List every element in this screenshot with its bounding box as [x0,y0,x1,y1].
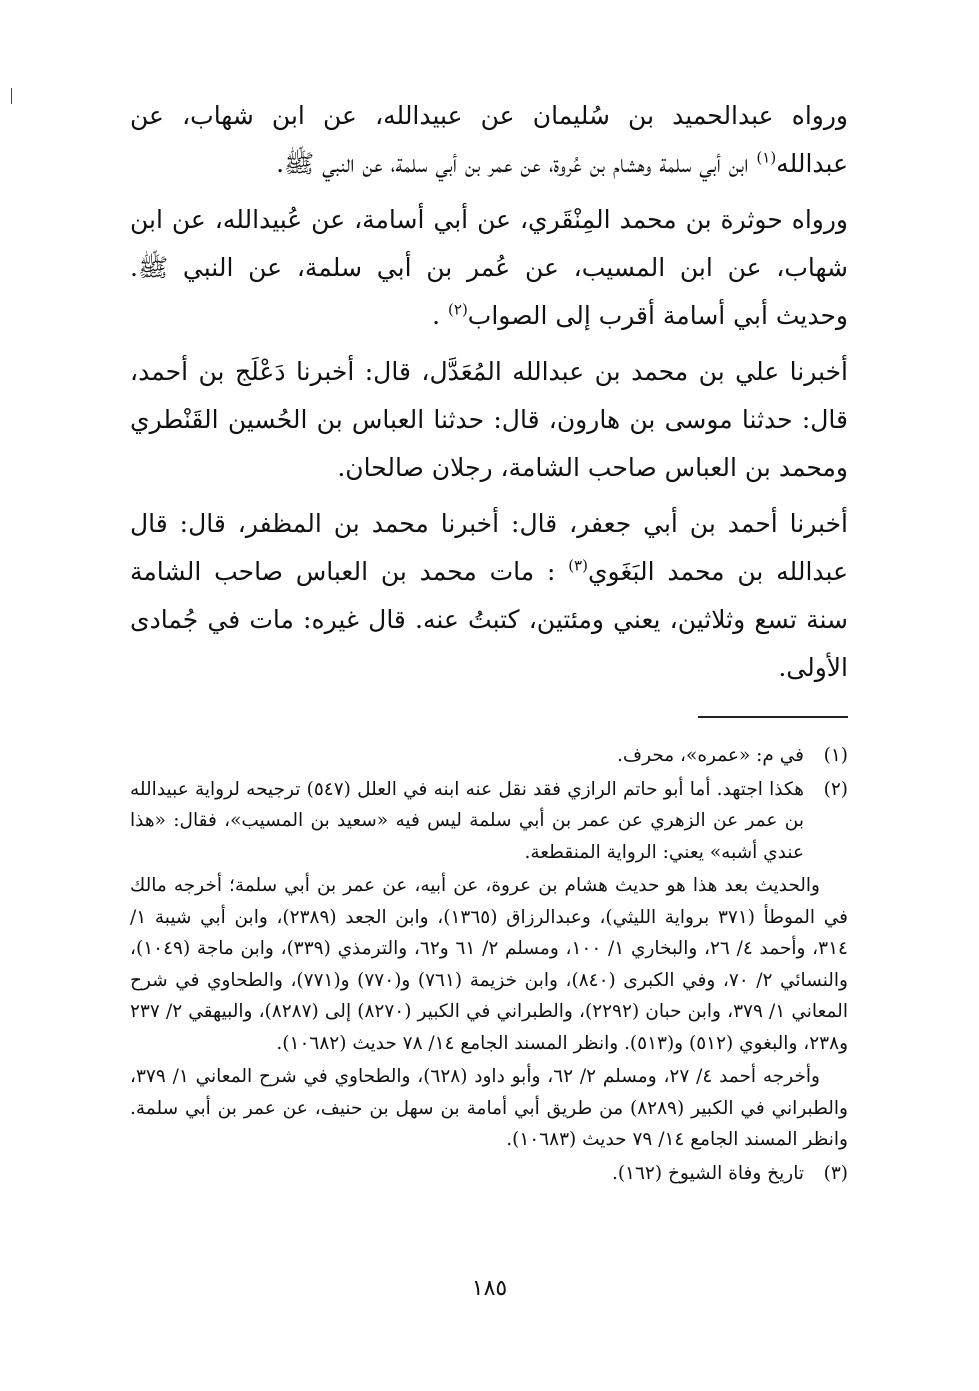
paragraph-2 [130,196,848,340]
paragraph-2-lead: ورواه حوثرة بن محمد المِنْقَري، عن أبي أسامة، عن عُبيدالله، عن ابن شهاب، عن ابن المسيب، عن عُمر بن أبي سلمة، عن النبي ﷺ. وحديث أبي أسامة أقرب إلى الصواب [130,205,848,330]
footnote-ref-2[interactable]: (٢) [448,300,468,319]
paragraph-1-lead: ورواه عبدالحميد بن سُليمان عن عبيدالله، عن ابن شهاب، عن عبدالله [130,101,848,178]
footnote-separator [698,716,848,718]
paragraph-4 [130,500,848,692]
main-text [130,92,848,692]
footnote-2-continuation-2: وأخرجه أحمد ٤/ ٢٧، ومسلم ٢/ ٦٢، وأبو داود (٦٢٨)، والطحاوي في شرح المعاني ١/ ٣٧٩، والطبراني في الكبير (٨٢٨٩) من طريق أبي أمامة بن سهل بن حنيف، عن عمر بن أبي سلمة. وانظر المسند الجامع ١٤/ ٧٩ حديث (١٠٦٨٣). [130,1066,848,1150]
footnote-2-number: (٢) [823,778,848,800]
footnote-ref-3[interactable]: (٣) [568,556,588,575]
footnote-2-text: هكذا اجتهد. أما أبو حاتم الرازي فقد نقل عنه ابنه في العلل (٥٤٧) ترجيحه لرواية عبيدالله بن عمر عن الزهري عن عمر بن أبي سلمة ليس فيه «سعيد بن المسيب»، فقال: «هذا عندي أشبه» يعني: الرواية المنقطعة. [130,778,804,863]
page-content [130,92,848,1191]
footnote-3 [130,1158,848,1190]
paragraph-4-lead: أخبرنا أحمد بن أبي جعفر، قال: أخبرنا محمد بن المظفر، قال: قال عبدالله بن محمد البَغَوي [130,509,848,586]
footnote-1 [130,740,848,772]
paragraph-3: أخبرنا علي بن محمد بن عبدالله المُعَدَّل، قال: أخبرنا دَعْلَج بن أحمد، قال: حدثنا موسى بن هارون، قال: حدثنا العباس بن الحُسين القَنْطري ومحمد بن العباس صاحب الشامة، رجلان صالحان. [130,357,848,482]
margin-mark [11,88,12,104]
footnote-separator-wrap [130,700,848,740]
paragraph-4-rest: : مات محمد بن العباس صاحب الشامة سنة تسع وثلاثين، يعني ومئتين، كتبتُ عنه. قال غيره: مات في جُمادى الأولى. [130,557,848,682]
footnote-ref-1[interactable]: (١) [756,148,777,167]
paragraph-2-rest: . [432,301,449,330]
footnote-2 [130,774,848,869]
paragraph-1-rest: ابن أبي سلمة وهشام بن عُروة، عن عمر بن أبي سلمة، عن النبي ﷺ. [276,149,757,178]
footnotes [130,740,848,1189]
paragraph-1 [130,92,848,188]
footnote-2-continuation-1: والحديث بعد هذا هو حديث هشام بن عروة، عن أبيه، عن عمر بن أبي سلمة؛ أخرجه مالك في الموطأ (٣٧١ برواية الليثي)، وعبدالرزاق (١٣٦٥)، وابن الجعد (٢٣٨٩)، وابن أبي شيبة ١/ ٣١٤، وأحمد ٤/ ٢٦، والبخاري ١/ ١٠٠، ومسلم ٢/ ٦١ و٦٢، والترمذي (٣٣٩)، وابن ماجة (١٠٤٩)، والنسائي ٢/ ٧٠، وفي الكبرى (٨٤٠)، وابن خزيمة (٧٦١) و(٧٧٠) و(٧٧١)، والطحاوي في شرح المعاني ١/ ٣٧٩، وابن حبان (٢٢٩٢)، والطبراني في الكبير (٨٢٧٠) إلى (٨٢٨٧)، والبيهقي ٢/ ٢٣٧ و٢٣٨، والبغوي (٥١٢) و(٥١٣). وانظر المسند الجامع ١٤/ ٧٨ حديث (١٠٦٨٢). [130,875,848,1054]
footnote-3-number: (٣) [823,1162,848,1184]
footnote-1-number: (١) [823,745,848,766]
footnote-3-text: تاريخ وفاة الشيوخ (١٦٢). [611,1162,804,1184]
footnote-1-text: في م: «عمره»، محرف. [617,745,804,766]
page-number: ١٨٥ [471,1276,508,1301]
